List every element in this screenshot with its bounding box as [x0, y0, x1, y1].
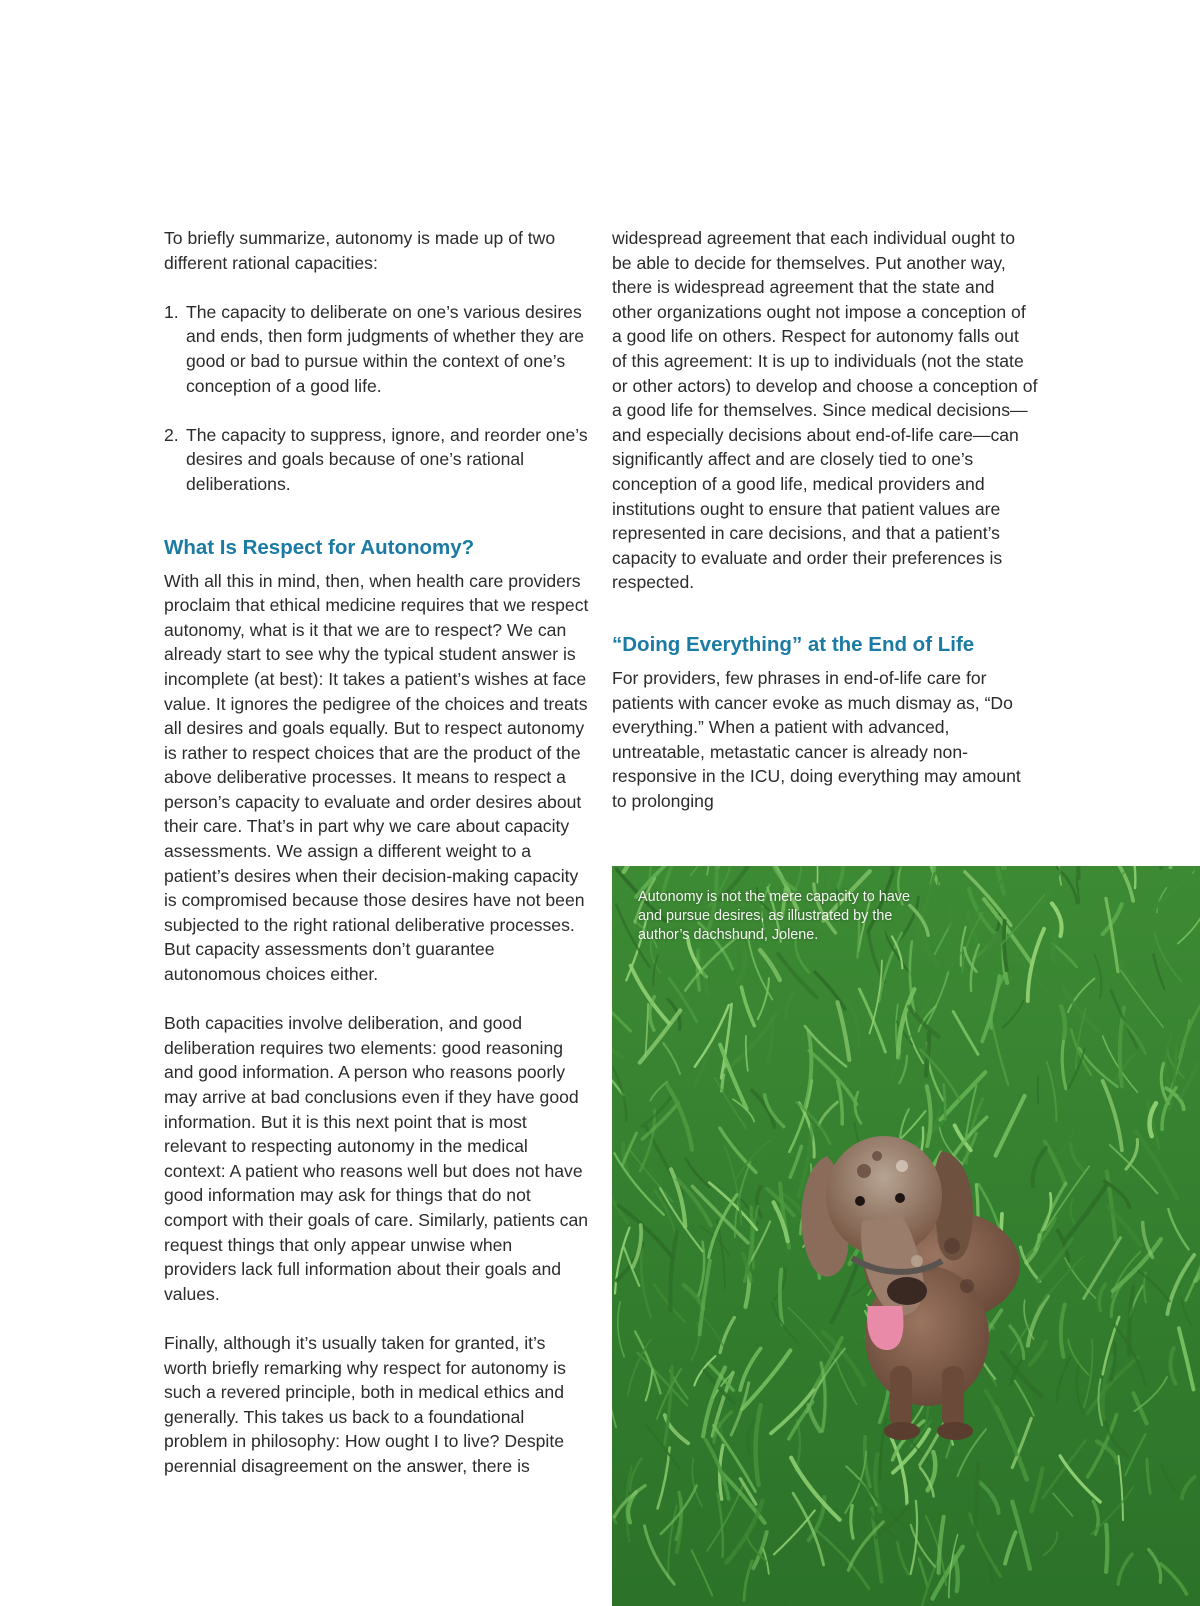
photo-illustration [612, 866, 1200, 1606]
photo-caption: Autonomy is not the mere capacity to have and pursue desires, as illustrated by the author’s dachshund, Jolene. [638, 889, 910, 943]
grass-blade [1106, 1525, 1107, 1572]
section-heading-doing-everything: “Doing Everything” at the End of Life [612, 632, 975, 656]
right-column [612, 226, 1038, 813]
list-number: 1. [164, 301, 179, 322]
list-text: The capacity to suppress, ignore, and reorder one’s desires and goals because of one’s rational deliberations. [186, 424, 588, 494]
list-number: 2. [164, 424, 179, 445]
body-paragraph: With all this in mind, then, when health care providers proclaim that ethical medicine requires that we respect autonomy, what is it that we are to respect? We can already start to see why the typical student answer is incomplete (at best): It takes a patient’s wishes at face value. It ignores the pedigree of the choices and treats all desires and goals equally. But to respect autonomy is rather to respect choices that are the product of the above deliberative processes. It means to respect a person’s capacity to evaluate and order desires about their care. That’s in part why we care about capacity assessments. We assign a different weight to a patient’s desires when their decision-making capacity is compromised because those desires have not been subjected to the right rational deliberative processes. But capacity assessments don’t guarantee autonomous choices either. [164, 570, 589, 985]
intro-paragraph: To briefly summarize, autonomy is made up of two different rational capacities: [164, 228, 556, 273]
list-item [164, 300, 589, 398]
body-paragraph: For providers, few phrases in end-of-life care for patients with cancer evoke as much dismay as, “Do everything.” When a patient with advanced, untreatable, metastatic cancer is already non-responsive in the ICU, doing everything may amount to prolonging [612, 667, 1021, 811]
section-heading-respect-for-autonomy: What Is Respect for Autonomy? [164, 535, 475, 559]
dachshund-photo [612, 866, 1200, 1606]
grass-blade [950, 903, 952, 928]
list-item [164, 423, 589, 497]
left-column [164, 226, 589, 1479]
list-text: The capacity to deliberate on one’s various desires and ends, then form judgments of whether they are good or bad to pursue within the context of one’s conception of a good life. [186, 301, 585, 396]
body-paragraph: Both capacities involve deliberation, and good deliberation requires two elements: good reasoning and good information. A person who reasons poorly may arrive at bad conclusions even if they have good information. But it is this next point that is most relevant to respecting autonomy in the medical context: A patient who reasons well but does not have good information may ask for things that do not comport with their goals of care. Similarly, patients can request things that only appear unwise when providers lack full information about their goals and values. [164, 1013, 589, 1304]
grass-blade [944, 1085, 946, 1120]
body-paragraph: widespread agreement that each individual ought to be able to decide for themselves. Put another way, there is widespread agreement that the state and other organizations ought not impose a conception of a good life on others. Respect for autonomy falls out of this agreement: It is up to individuals (not the state or other actors) to develop and choose a conception of a good life for themselves. Since medical decisions—and especially decisions about end-of-life care—can significantly affect and are closely tied to one’s conception of a good life, medical providers and institutions ought to ensure that patient values are represented in care decisions, and that a patient’s capacity to evaluate and order their preferences is respected. [612, 228, 1038, 593]
body-paragraph: Finally, although it’s usually taken for granted, it’s worth briefly remarking why respect for autonomy is such a revered principle, both in medical ethics and generally. This takes us back to a foundational problem in philosophy: How ought I to live? Despite perennial disagreement on the answer, there is [164, 1332, 566, 1476]
capacities-list [164, 300, 589, 497]
grass-blade [1038, 1076, 1039, 1103]
